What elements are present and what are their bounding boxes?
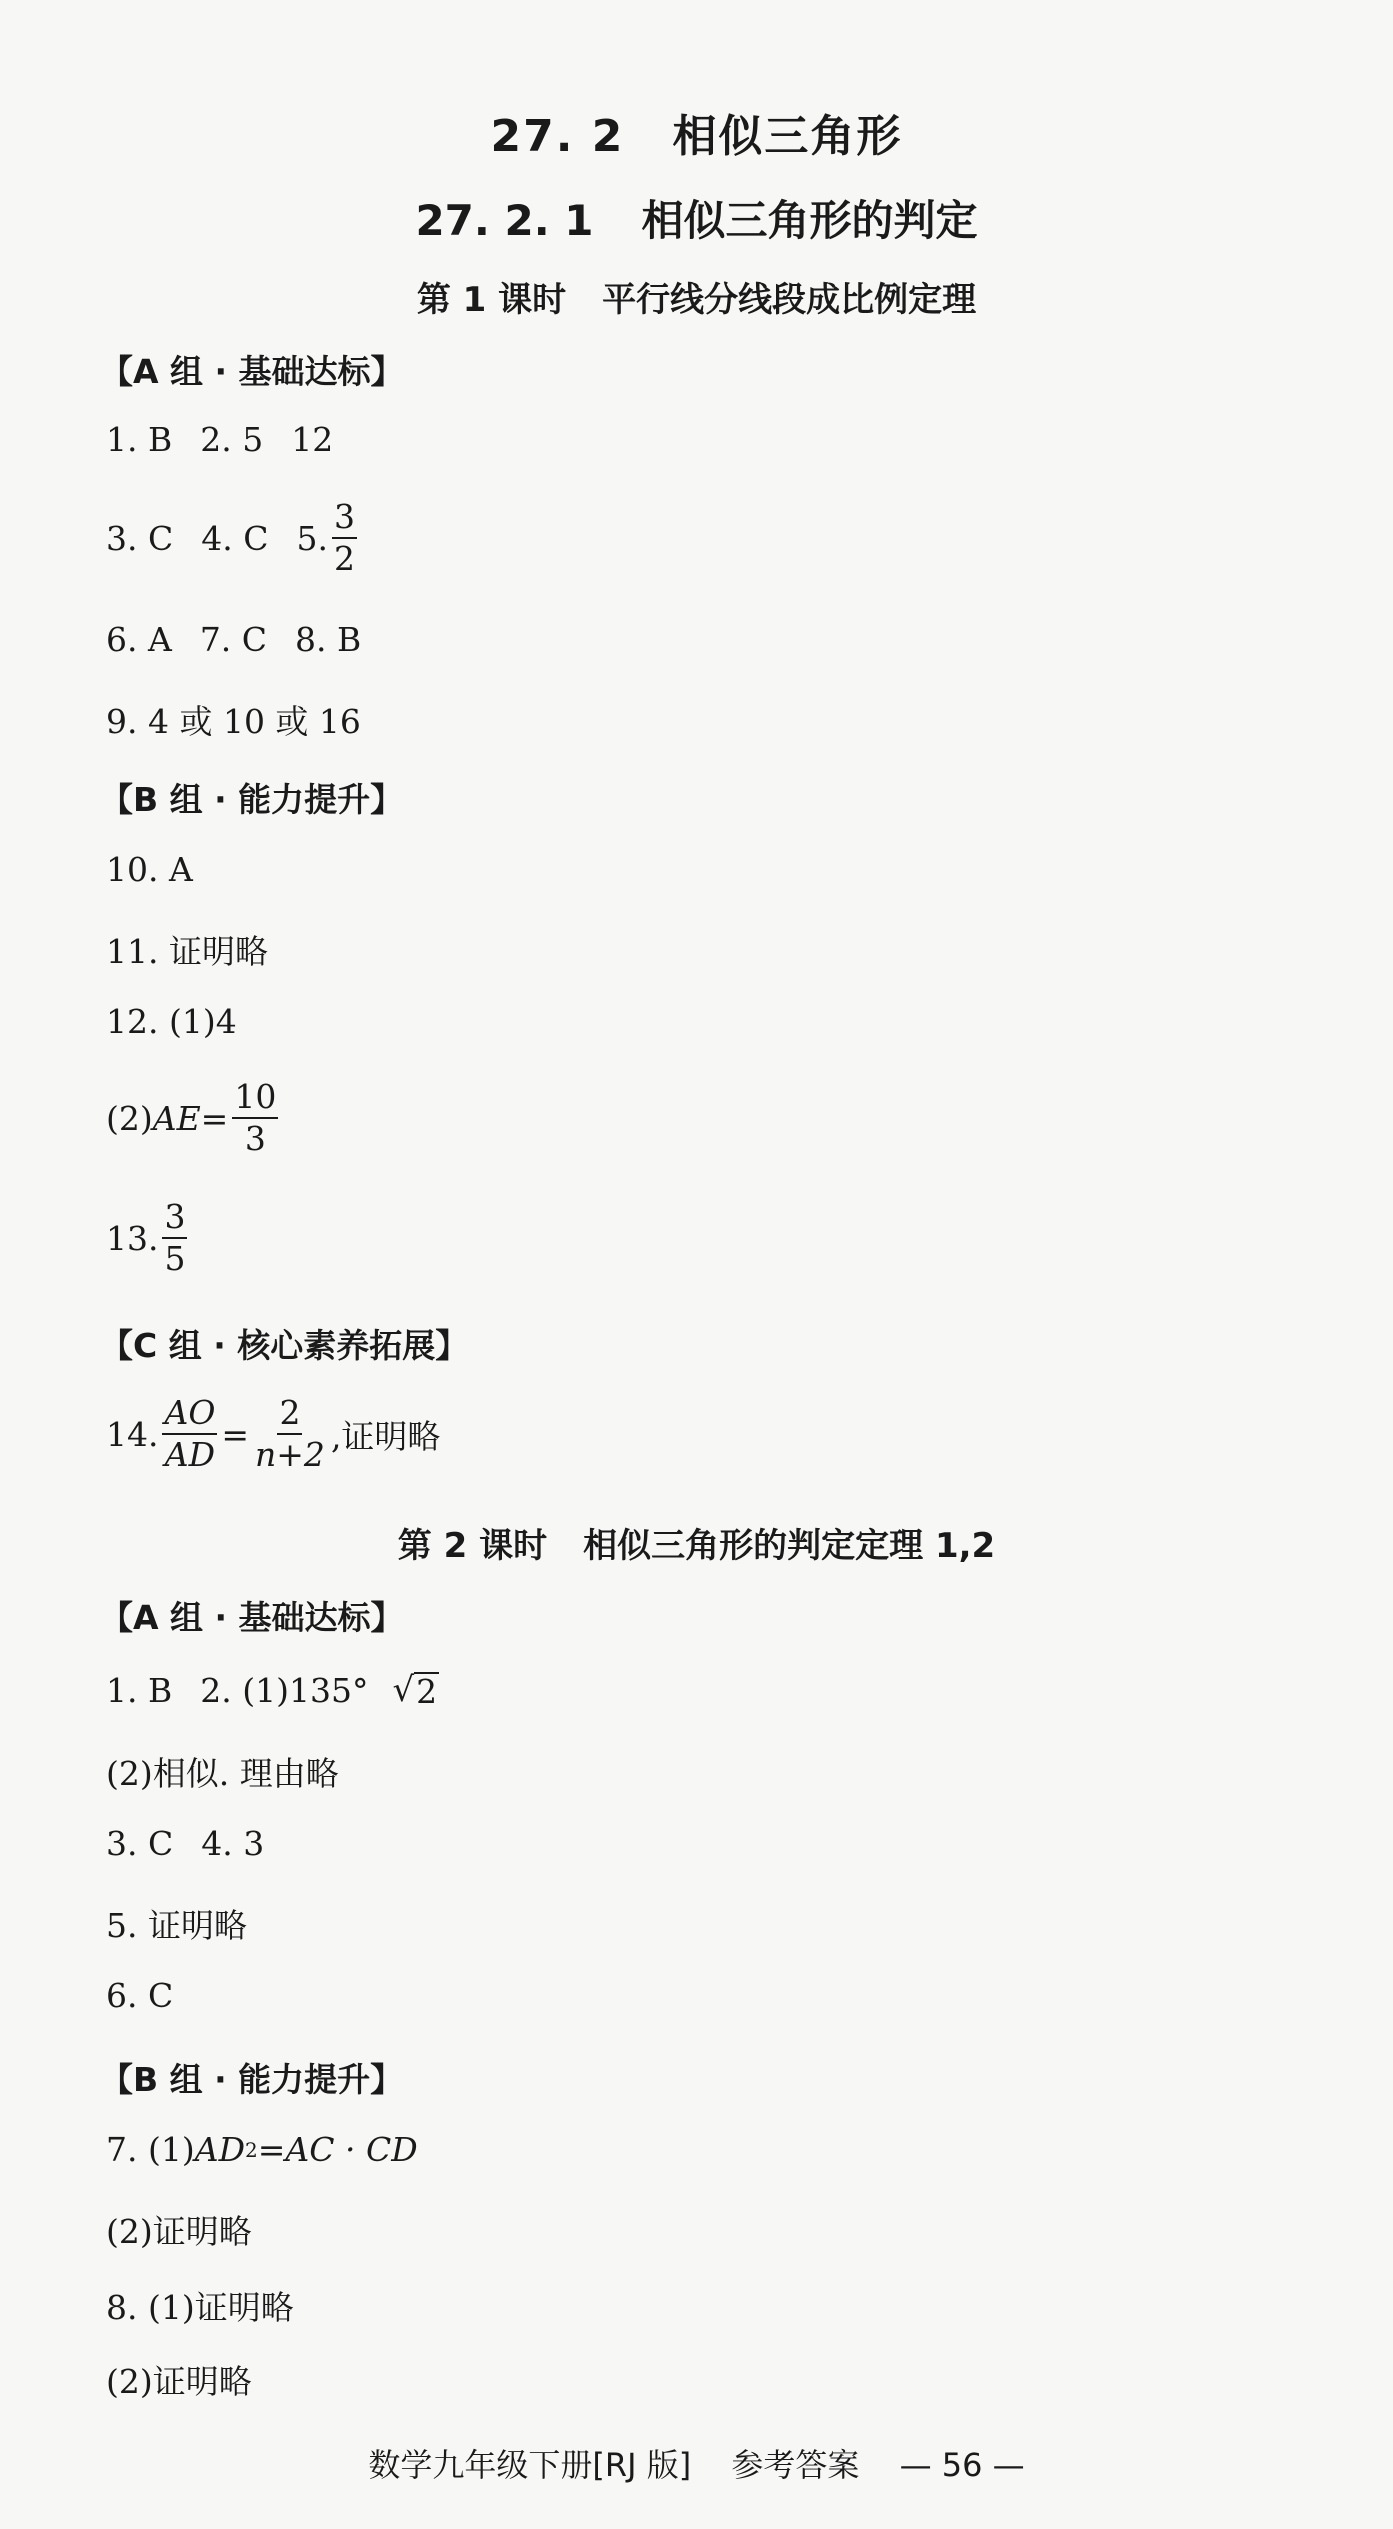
page-number: — 56 — [899, 2446, 1025, 2484]
square-root [392, 1670, 439, 1710]
radicand: 2 [416, 1671, 438, 1711]
answer-line: (2)相似. 理由略 [106, 1754, 339, 1793]
group-a-heading: 【A 组 · 基础达标】 [100, 352, 404, 391]
group-a-heading: 【A 组 · 基础达标】 [100, 1598, 404, 1637]
answer: 4. 3 [201, 1824, 265, 1863]
answer-line: 8. (1)证明略 [106, 2288, 294, 2327]
answer: 4. C [201, 518, 269, 558]
equals-sign: = [221, 1414, 250, 1454]
answer: 1. B [106, 1670, 173, 1710]
answer-prefix: (2) [106, 1098, 153, 1138]
answer-line: (2)证明略 [106, 2212, 252, 2251]
lesson-2-name: 相似三角形的判定定理 1,2 [583, 1526, 996, 1566]
answer: 3. C [106, 1824, 174, 1863]
answer-line [106, 1670, 439, 1710]
denominator: 3 [244, 1118, 266, 1158]
fraction [162, 1197, 187, 1278]
answer-prefix: 14. [106, 1414, 159, 1454]
answer: 3. C [106, 518, 174, 558]
numerator: 3 [162, 1200, 187, 1239]
lesson-2-title [0, 1518, 1393, 1567]
radical-sign: √ [392, 1670, 415, 1710]
numerator: AO [162, 1396, 217, 1435]
answer: 7. C [199, 620, 268, 659]
lesson-1-name: 平行线分线段成比例定理 [602, 280, 977, 320]
exponent: 2 [245, 2137, 258, 2162]
answer-line [106, 1197, 191, 1278]
answer: 2. (1)135° [200, 1670, 369, 1710]
answer-line: 12. (1)4 [106, 1002, 237, 1041]
answer-suffix: ,证明略 [330, 1416, 441, 1456]
group-b-heading: 【B 组 · 能力提升】 [100, 2060, 404, 2099]
numerator: 3 [332, 500, 357, 539]
answer-line [106, 1824, 264, 1863]
section-title [0, 100, 1393, 164]
subsection-number: 27. 2. 1 [415, 196, 594, 245]
answer-line: 9. 4 或 10 或 16 [106, 702, 361, 741]
variable: AC · CD [285, 2130, 418, 2169]
page-footer [0, 2440, 1393, 2486]
variable: AE [152, 1098, 201, 1138]
answer-line [106, 1077, 282, 1158]
section-number: 27. 2 [490, 111, 625, 162]
answer: 5. [296, 518, 328, 558]
answer-prefix: 13. [106, 1218, 159, 1258]
answer: 12 [291, 420, 334, 459]
group-b-heading: 【B 组 · 能力提升】 [100, 780, 404, 819]
lesson-1-lead: 第 1 课时 [416, 280, 567, 320]
answer-line: 6. C [106, 1976, 174, 2015]
denominator: n+2 [255, 1434, 325, 1474]
answer: 6. A [106, 620, 172, 659]
fraction [232, 1077, 278, 1158]
numerator: 2 [277, 1396, 302, 1435]
answer-line: (2)证明略 [106, 2362, 252, 2401]
subsection-name: 相似三角形的判定 [641, 196, 978, 245]
footer-label: 参考答案 [731, 2446, 860, 2484]
equals-sign: = [200, 1098, 229, 1138]
fraction [162, 1393, 217, 1474]
book-title: 数学九年级下册[RJ 版] [368, 2446, 692, 2484]
answer-line: 5. 证明略 [106, 1906, 247, 1945]
lesson-2-lead: 第 2 课时 [397, 1526, 548, 1566]
fraction [253, 1393, 327, 1474]
answer: 2. 5 [200, 420, 264, 459]
subsection-title [0, 188, 1393, 248]
answer-line [106, 620, 361, 659]
denominator: 2 [333, 538, 355, 578]
answer-line [106, 2130, 418, 2169]
lesson-1-title [0, 272, 1393, 321]
answer-line [106, 420, 333, 459]
answer-line [106, 1393, 441, 1474]
answer-prefix: 7. (1) [106, 2130, 195, 2169]
denominator: AD [164, 1434, 216, 1474]
answer-line [106, 497, 361, 578]
section-name: 相似三角形 [672, 111, 903, 162]
fraction [332, 497, 357, 578]
numerator: 10 [232, 1080, 278, 1119]
denominator: 5 [164, 1238, 186, 1278]
equals-sign: = [257, 2130, 286, 2169]
group-c-heading: 【C 组 · 核心素养拓展】 [100, 1326, 469, 1365]
answer-line: 10. A [106, 850, 193, 889]
answer: 8. B [295, 620, 362, 659]
answer: 1. B [106, 420, 173, 459]
answer-line: 11. 证明略 [106, 932, 268, 971]
variable: AD [194, 2130, 246, 2169]
